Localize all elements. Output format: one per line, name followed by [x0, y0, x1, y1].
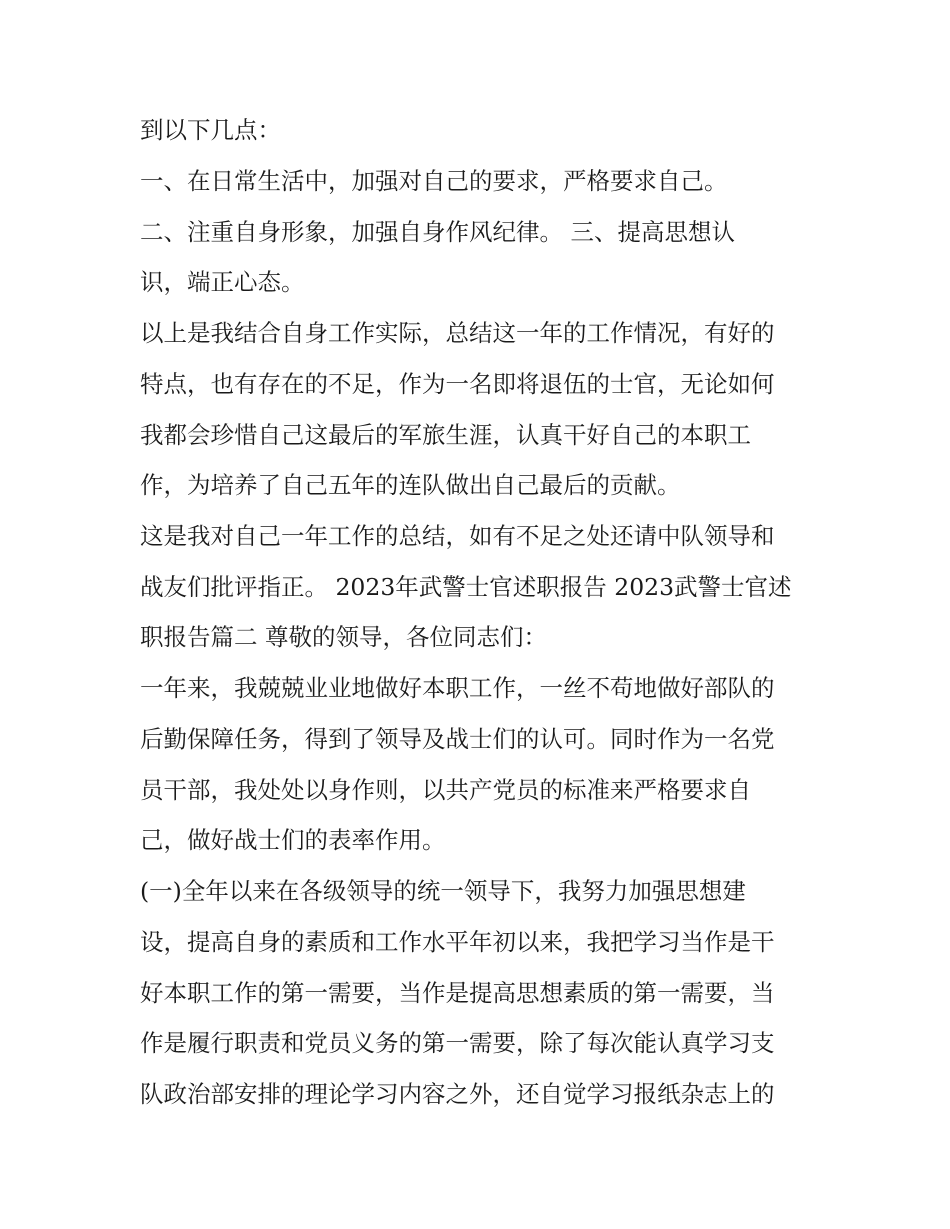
text-line: 设，提高自身的素质和工作水平年初以来，我把学习当作是干 — [140, 928, 775, 956]
text-line: 员干部，我处处以身作则，以共产党员的标准来严格要求自 — [140, 776, 751, 804]
text-line: 到以下几点： — [140, 116, 281, 144]
text-line: 一、在日常生活中，加强对自己的要求，严格要求自己。 — [140, 167, 728, 195]
text-line: 后勤保障任务，得到了领导及战士们的认可。同时作为一名党 — [140, 725, 775, 753]
text-line: 二、注重自身形象，加强自身作风纪律。 三、提高思想认 — [140, 218, 735, 246]
text-line: 作，为培养了自己五年的连队做出自己最后的贡献。 — [140, 471, 681, 499]
text-line: (一)全年以来在各级领导的统一领导下，我努力加强思想建 — [140, 877, 746, 905]
text-line: 己，做好战士们的表率作用。 — [140, 826, 446, 854]
text-line: 战友们批评指正。 2023年武警士官述职报告 2023武警士官述 — [140, 573, 792, 601]
text-line: 以上是我结合自身工作实际，总结这一年的工作情况，有好的 — [140, 319, 775, 347]
text-line: 我都会珍惜自己这最后的军旅生涯，认真干好自己的本职工 — [140, 421, 751, 449]
text-line: 识，端正心态。 — [140, 268, 305, 296]
text-line: 这是我对自己一年工作的总结，如有不足之处还请中队领导和 — [140, 522, 775, 550]
text-line: 队政治部安排的理论学习内容之外，还自觉学习报纸杂志上的 — [140, 1080, 775, 1108]
text-line: 职报告篇二 尊敬的领导，各位同志们： — [140, 623, 547, 651]
text-line: 一年来，我兢兢业业地做好本职工作，一丝不苟地做好部队的 — [140, 674, 775, 702]
text-line: 好本职工作的第一需要，当作是提高思想素质的第一需要，当 — [140, 979, 775, 1007]
text-line: 特点，也有存在的不足，作为一名即将退伍的士官，无论如何 — [140, 370, 775, 398]
text-line: 作是履行职责和党员义务的第一需要，除了每次能认真学习支 — [140, 1029, 775, 1057]
